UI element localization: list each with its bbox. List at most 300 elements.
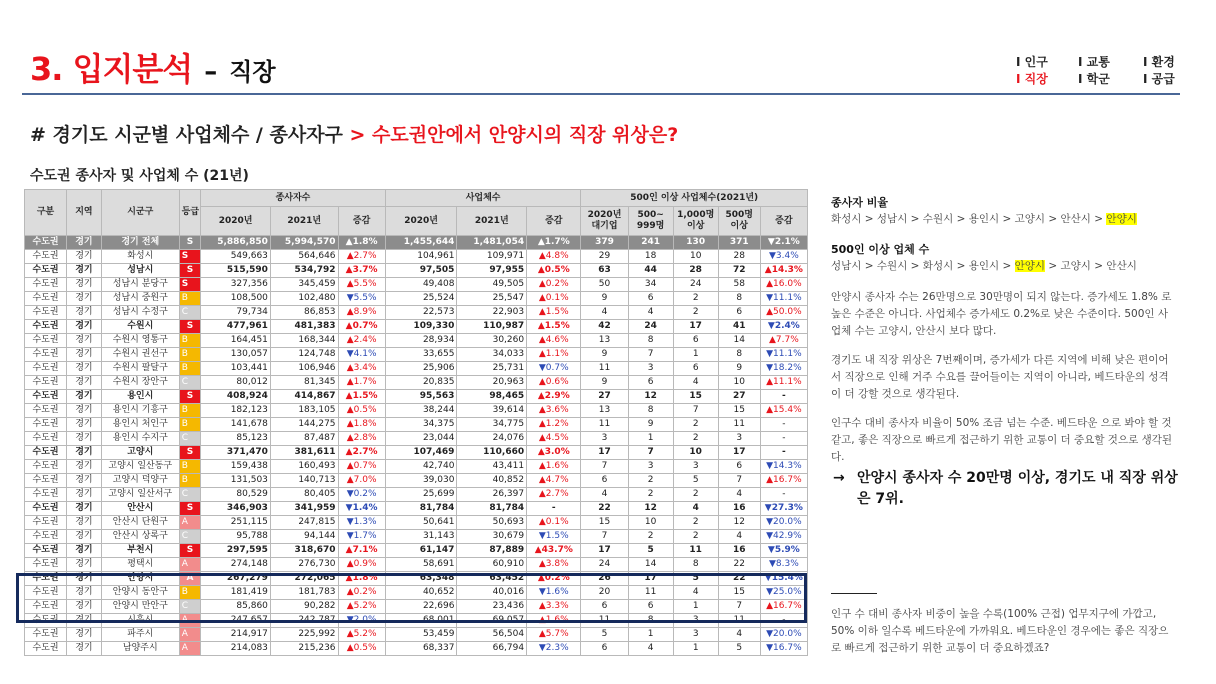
cell-workers-2021: 341,959 [270,502,338,516]
cell-workers-2020: 103,441 [201,362,271,376]
cell-workers-change: ▲2.4% [338,334,385,348]
cell-workers-change: ▲1.5% [338,390,385,404]
cell-biz-2021: 30,679 [457,530,527,544]
nav-item-traffic[interactable]: I 교통 [1078,55,1110,69]
cell-biz-change: ▼2.3% [527,642,581,656]
worker-ratio-text: 화성시 > 성남시 > 수원시 > 용인시 > 고양시 > 안산시 > [831,213,1107,225]
cell-grade: S [179,278,201,292]
table-row [25,250,808,264]
cell-city: 용인시 기흥구 [101,404,179,418]
cell-big-500: 4 [718,530,760,544]
cell-biz-2021: 26,397 [457,488,527,502]
cell-biz-2020: 22,696 [385,600,457,614]
anyang-highlight-box [16,573,807,623]
cell-city: 안산시 단원구 [101,516,179,530]
cell-big-500-999: 3 [628,362,673,376]
cell-big-500: 15 [718,404,760,418]
cell-biz-2020: 107,469 [385,446,457,460]
cell-city: 파주시 [101,628,179,642]
cell-biz-change: ▲1.1% [527,348,581,362]
cell-gu: 수도권 [25,376,67,390]
cell-region: 경기 [67,642,102,656]
cell-big-1000: 3 [673,614,718,628]
cell-grade: B [179,334,201,348]
cell-big-1000: 11 [673,544,718,558]
cell-grade: A [179,516,201,530]
cell-grade: B [179,348,201,362]
cell-gu: 수도권 [25,278,67,292]
table-row [25,642,808,656]
cell-biz-2021: 23,436 [457,600,527,614]
cell-grade: A [179,572,201,586]
cell-biz-change: ▲5.7% [527,628,581,642]
cell-biz-2021: 40,852 [457,474,527,488]
cell-city: 수원시 영통구 [101,334,179,348]
cell-grade: B [179,586,201,600]
cell-city: 용인시 [101,390,179,404]
table-row [25,502,808,516]
nav-col-1 [1016,54,1048,88]
cell-big-500-999: 17 [628,572,673,586]
cell-workers-change: ▲2.8% [338,432,385,446]
cell-region: 경기 [67,600,102,614]
cell-workers-change: ▲0.5% [338,404,385,418]
cell-big-2020: 42 [581,320,628,334]
cell-biz-2020: 109,330 [385,320,457,334]
table-row [25,544,808,558]
cell-workers-2020: 251,115 [201,516,271,530]
cell-workers-2021: 140,713 [270,474,338,488]
cell-gu: 수도권 [25,474,67,488]
nav-item-work[interactable]: I 직장 [1016,72,1048,86]
cell-big-1000: 24 [673,278,718,292]
cell-biz-2020: 28,934 [385,334,457,348]
cell-big-2020: 22 [581,502,628,516]
cell-big-500-999: 1 [628,628,673,642]
cell-workers-2021: 5,994,570 [270,236,338,250]
cell-workers-2021: 381,611 [270,446,338,460]
cell-big-2020: 4 [581,306,628,320]
cell-workers-change: ▲2.7% [338,250,385,264]
cell-biz-2021: 30,260 [457,334,527,348]
cell-workers-2020: 80,529 [201,488,271,502]
cell-workers-2021: 276,730 [270,558,338,572]
header-divider [22,93,1180,95]
cell-big-500: 17 [718,446,760,460]
cell-biz-change: ▲1.6% [527,614,581,628]
cell-big-change: - [760,418,807,432]
cell-workers-change: ▲0.2% [338,586,385,600]
cell-big-1000: 17 [673,320,718,334]
cell-workers-change: ▼1.7% [338,530,385,544]
cell-big-500-999: 9 [628,418,673,432]
cell-workers-2021: 80,405 [270,488,338,502]
cell-gu: 수도권 [25,306,67,320]
cell-gu: 수도권 [25,586,67,600]
cell-workers-change: ▲5.2% [338,628,385,642]
cell-gu: 수도권 [25,516,67,530]
cell-big-1000: 6 [673,334,718,348]
table-row [25,516,808,530]
cell-big-2020: 29 [581,250,628,264]
cell-workers-2020: 95,788 [201,530,271,544]
cell-big-change: ▼5.9% [760,544,807,558]
cell-big-1000: 1 [673,348,718,362]
paragraph-2: 경기도 내 직장 위상은 7번째이며, 증가세가 다른 지역에 비해 낮은 편이어서 직장으로 인해 거주 수요를 끌어들이는 지역이 아니라, 베드타운의 성격이 더 강할 것으로 생각된다. [831,354,1169,400]
cell-workers-change: ▲1.8% [338,236,385,250]
nav-item-environment[interactable]: I 환경 [1143,55,1175,69]
cell-region: 경기 [67,292,102,306]
cell-biz-change: ▲4.6% [527,334,581,348]
cell-big-change: ▼25.0% [760,586,807,600]
cell-workers-2020: 79,734 [201,306,271,320]
worker-ratio-ranking [831,211,1137,228]
cell-grade: S [179,320,201,334]
cell-workers-2021: 86,853 [270,306,338,320]
cell-big-2020: 7 [581,460,628,474]
cell-big-change: ▼18.2% [760,362,807,376]
cell-big-500: 8 [718,348,760,362]
cell-workers-2021: 272,065 [270,572,338,586]
cell-workers-2020: 274,148 [201,558,271,572]
cell-workers-2020: 108,500 [201,292,271,306]
cell-city: 화성시 [101,250,179,264]
table-caption: 수도권 종사자 및 사업체 수 (21년) [30,168,249,184]
cell-workers-change: ▲7.1% [338,544,385,558]
cell-biz-2021: 98,465 [457,390,527,404]
cell-big-2020: 6 [581,474,628,488]
paragraph-1: 안양시 종사자 수는 26만명으로 30만명이 되지 않는다. 증가세도 1.8% 로 높은 수준은 아니다. 사업체수 증가세도 0.2%로 낮은 수준이다. 500인 사업체 수는 고양시, 안산시 보다 많다. [831,291,1172,337]
footnote-divider [831,593,877,594]
cell-city: 수원시 [101,320,179,334]
cell-workers-2021: 102,480 [270,292,338,306]
cell-region: 경기 [67,376,102,390]
cell-big-change: - [760,390,807,404]
nav-item-supply[interactable]: I 공급 [1143,72,1175,86]
cell-workers-2020: 131,503 [201,474,271,488]
cell-biz-change: ▲3.3% [527,600,581,614]
cell-big-1000: 6 [673,362,718,376]
cell-big-500-999: 8 [628,614,673,628]
cell-big-change: ▲16.7% [760,474,807,488]
cell-biz-change: ▼0.7% [527,362,581,376]
cell-gu: 수도권 [25,404,67,418]
cell-big-2020: 9 [581,292,628,306]
cell-big-2020: 9 [581,348,628,362]
cell-biz-2020: 23,044 [385,432,457,446]
cell-grade: C [179,432,201,446]
cell-big-change: - [760,614,807,628]
cell-big-500-999: 5 [628,544,673,558]
cell-big-2020: 11 [581,614,628,628]
cell-big-1000: 4 [673,376,718,390]
cell-big-500: 6 [718,460,760,474]
cell-big-change: ▼15.4% [760,572,807,586]
cell-big-500-999: 8 [628,404,673,418]
cell-biz-2021: 66,794 [457,642,527,656]
cell-grade: B [179,460,201,474]
cell-biz-2020: 39,030 [385,474,457,488]
cell-gu: 수도권 [25,390,67,404]
cell-region: 경기 [67,446,102,460]
cell-big-change: - [760,432,807,446]
cell-workers-2020: 85,123 [201,432,271,446]
cell-big-change: ▲50.0% [760,306,807,320]
table-row [25,278,808,292]
cell-region: 경기 [67,236,102,250]
cell-big-1000: 10 [673,250,718,264]
cell-biz-2021: 25,547 [457,292,527,306]
cell-biz-2021: 20,963 [457,376,527,390]
cell-gu: 수도권 [25,502,67,516]
cell-big-500-999: 2 [628,474,673,488]
cell-workers-2021: 183,105 [270,404,338,418]
cell-big-500-999: 8 [628,334,673,348]
cell-big-500-999: 12 [628,502,673,516]
cell-big-500: 5 [718,642,760,656]
cell-big-500: 6 [718,306,760,320]
cell-gu: 수도권 [25,446,67,460]
table-row [25,404,808,418]
cell-workers-change: ▲0.7% [338,460,385,474]
big-biz-highlight: 안양시 [1014,260,1046,272]
cell-big-change: ▼8.3% [760,558,807,572]
cell-city: 안양시 동안구 [101,586,179,600]
cell-big-1000: 2 [673,432,718,446]
cell-workers-2020: 182,123 [201,404,271,418]
cell-big-500: 16 [718,502,760,516]
cell-big-500: 371 [718,236,760,250]
cell-big-500-999: 24 [628,320,673,334]
cell-workers-change: ▼4.1% [338,348,385,362]
cell-biz-change: ▲4.8% [527,250,581,264]
cell-region: 경기 [67,586,102,600]
cell-workers-change: ▼0.2% [338,488,385,502]
table-row [25,460,808,474]
cell-big-1000: 2 [673,516,718,530]
cell-big-2020: 5 [581,628,628,642]
cell-biz-2021: 25,731 [457,362,527,376]
cell-biz-change: ▲2.9% [527,390,581,404]
col-city: 시군구 [101,190,179,236]
cell-big-1000: 15 [673,390,718,404]
cell-biz-2020: 25,524 [385,292,457,306]
cell-workers-change: ▲0.9% [338,558,385,572]
cell-big-1000: 1 [673,642,718,656]
cell-big-change: ▼2.4% [760,320,807,334]
cell-city: 수원시 권선구 [101,348,179,362]
cell-city: 성남시 [101,264,179,278]
cell-biz-2020: 22,573 [385,306,457,320]
col-big-500-999: 500~ 999명 [628,207,673,236]
cell-biz-2020: 81,784 [385,502,457,516]
cell-workers-2021: 564,646 [270,250,338,264]
cell-big-2020: 13 [581,404,628,418]
cell-region: 경기 [67,460,102,474]
cell-workers-2020: 267,279 [201,572,271,586]
cell-biz-2020: 31,143 [385,530,457,544]
cell-city: 수원시 장안구 [101,376,179,390]
cell-big-500: 15 [718,586,760,600]
cell-grade: B [179,418,201,432]
title-sub: 직장 [229,58,276,86]
cell-biz-2020: 40,652 [385,586,457,600]
cell-workers-2020: 141,678 [201,418,271,432]
cell-big-500-999: 6 [628,600,673,614]
table-row [25,474,808,488]
cell-biz-2020: 42,740 [385,460,457,474]
cell-biz-change: ▲4.7% [527,474,581,488]
table-row [25,488,808,502]
cell-big-change: - [760,446,807,460]
cell-biz-change: ▲2.7% [527,488,581,502]
cell-big-change: ▲16.0% [760,278,807,292]
cell-biz-2020: 68,337 [385,642,457,656]
cell-workers-2020: 549,663 [201,250,271,264]
cell-gu: 수도권 [25,460,67,474]
cell-grade: C [179,600,201,614]
cell-biz-2021: 63,452 [457,572,527,586]
cell-big-change: ▼27.3% [760,502,807,516]
cell-biz-2021: 49,505 [457,278,527,292]
table-row [25,292,808,306]
cell-city: 고양시 [101,446,179,460]
cell-biz-2021: 34,775 [457,418,527,432]
table-row [25,376,808,390]
cell-biz-2020: 38,244 [385,404,457,418]
cell-gu: 수도권 [25,418,67,432]
cell-gu: 수도권 [25,600,67,614]
cell-workers-2021: 90,282 [270,600,338,614]
cell-big-500-999: 2 [628,488,673,502]
cell-big-2020: 9 [581,376,628,390]
cell-biz-change: ▲1.5% [527,306,581,320]
table-row [25,264,808,278]
cell-grade: C [179,488,201,502]
cell-workers-2021: 94,144 [270,530,338,544]
cell-big-500: 14 [718,334,760,348]
cell-workers-2021: 124,748 [270,348,338,362]
cell-biz-2021: 69,057 [457,614,527,628]
cell-region: 경기 [67,362,102,376]
cell-big-500: 16 [718,544,760,558]
cell-biz-2020: 33,655 [385,348,457,362]
cell-workers-2021: 345,459 [270,278,338,292]
table-row [25,320,808,334]
cell-big-500: 11 [718,418,760,432]
cell-big-2020: 17 [581,544,628,558]
section-heading-red: > 수도권안에서 안양시의 직장 위상은? [349,124,679,146]
cell-workers-change: ▲3.7% [338,264,385,278]
col-big-change: 증감 [760,207,807,236]
cell-city: 수원시 팔달구 [101,362,179,376]
cell-biz-change: ▲1.5% [527,320,581,334]
cell-grade: S [179,390,201,404]
cell-region: 경기 [67,250,102,264]
table-row [25,432,808,446]
cell-gu: 수도권 [25,362,67,376]
cell-big-500-999: 2 [628,530,673,544]
cell-workers-2020: 214,083 [201,642,271,656]
cell-biz-2021: 39,614 [457,404,527,418]
cell-workers-2021: 181,783 [270,586,338,600]
cell-city: 성남시 중원구 [101,292,179,306]
cell-workers-change: ▲1.7% [338,376,385,390]
nav-col-3 [1143,54,1175,88]
cell-biz-2020: 53,459 [385,628,457,642]
col-big-1000: 1,000명 이상 [673,207,718,236]
table-row [25,628,808,642]
big-biz-ranking [831,258,1137,275]
cell-big-2020: 24 [581,558,628,572]
cell-grade: A [179,642,201,656]
section-heading [30,120,678,147]
cell-city: 안산시 [101,502,179,516]
cell-city: 고양시 일산동구 [101,460,179,474]
cell-grade: S [179,544,201,558]
cell-big-1000: 1 [673,600,718,614]
cell-city: 남양주시 [101,642,179,656]
cell-big-500: 3 [718,432,760,446]
cell-workers-change: ▼1.3% [338,516,385,530]
cell-region: 경기 [67,278,102,292]
cell-region: 경기 [67,544,102,558]
cell-big-1000: 4 [673,502,718,516]
cell-city: 안산시 상록구 [101,530,179,544]
cell-biz-2020: 25,699 [385,488,457,502]
table-row [25,558,808,572]
table-row [25,446,808,460]
cell-region: 경기 [67,628,102,642]
cell-big-change: ▼11.1% [760,348,807,362]
cell-city: 용인시 수지구 [101,432,179,446]
cell-biz-change: ▼1.5% [527,530,581,544]
cell-region: 경기 [67,530,102,544]
cell-big-2020: 63 [581,264,628,278]
nav-item-school[interactable]: I 학군 [1078,72,1110,86]
cell-big-change: - [760,488,807,502]
cell-big-2020: 6 [581,600,628,614]
cell-big-1000: 3 [673,460,718,474]
cell-workers-2021: 534,792 [270,264,338,278]
cell-big-500: 11 [718,614,760,628]
cell-big-2020: 15 [581,516,628,530]
conclusion [833,468,1183,510]
cell-big-1000: 3 [673,628,718,642]
table-row [25,306,808,320]
worker-ratio-block [831,194,1137,228]
col-workers-change: 증감 [338,207,385,236]
cell-big-1000: 2 [673,292,718,306]
table-row [25,348,808,362]
cell-big-1000: 130 [673,236,718,250]
cell-big-500-999: 34 [628,278,673,292]
cell-big-500: 58 [718,278,760,292]
cell-workers-2021: 414,867 [270,390,338,404]
cell-big-500: 7 [718,600,760,614]
cell-big-2020: 11 [581,362,628,376]
cell-region: 경기 [67,306,102,320]
cell-workers-2021: 160,493 [270,460,338,474]
cell-gu: 수도권 [25,264,67,278]
cell-big-500: 27 [718,390,760,404]
table-row [25,530,808,544]
nav-item-population[interactable]: I 인구 [1016,55,1048,69]
cell-big-change: ▲14.3% [760,264,807,278]
cell-big-500-999: 1 [628,432,673,446]
worker-ratio-highlight: 안양시 [1106,213,1137,225]
cell-workers-2020: 346,903 [201,502,271,516]
